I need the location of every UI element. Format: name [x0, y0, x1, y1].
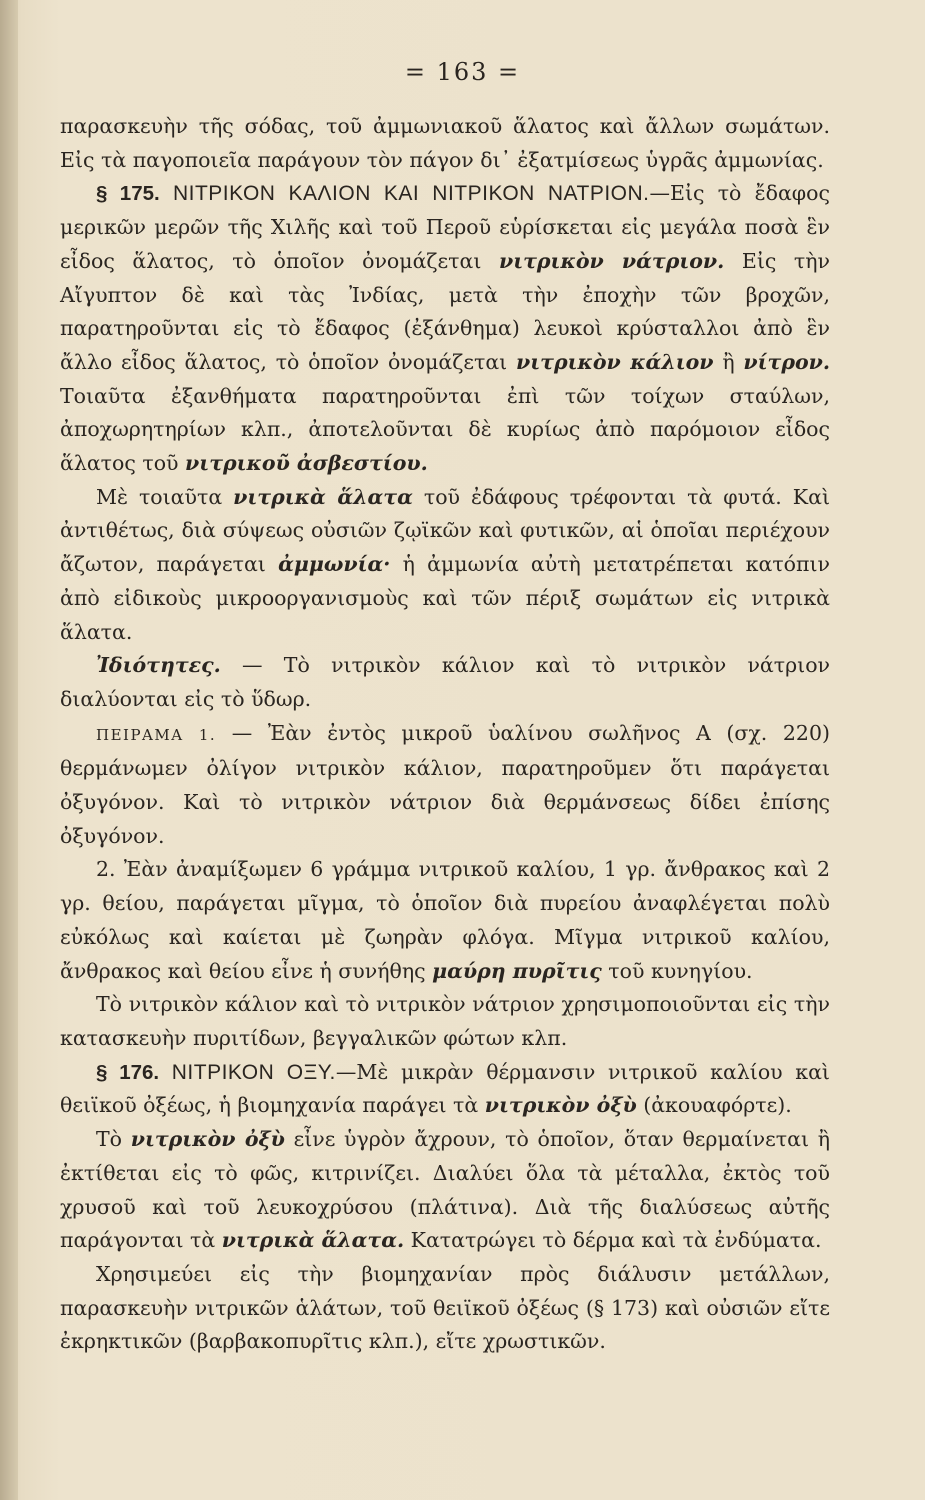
- paragraph: Τὸ νιτρικὸν κάλιον καὶ τὸ νιτρικὸν νάτριον χρησιμοποιοῦνται εἰς τὴν κατασκευὴν πυριτίδων, βεγγαλικῶν φώτων κλπ.: [60, 992, 830, 1050]
- text-run: Τὸ: [96, 1127, 131, 1152]
- section-number: § 176.: [96, 1060, 160, 1084]
- paragraph-continuation: παρασκευὴν τῆς σόδας, τοῦ ἀμμωνιακοῦ ἅλατος καὶ ἄλλων σωμάτων. Εἰς τὰ παγοποιεῖα παράγουν τὸν πάγον δι᾽ ἐξατμίσεως ὑγρᾶς ἀμμωνίας.: [60, 114, 830, 172]
- emphasis: νιτρικὰ ἅλατα: [233, 484, 413, 509]
- text-run: Τοιαῦτα ἐξανθήματα παρατηροῦνται ἐπὶ τῶν τοίχων σταύλων, ἀποχωρητηρίων κλπ., ἀποτελοῦνται δὲ κυρίως ἀπὸ παρόμοιον εἶδος ἅλατος τοῦ: [60, 383, 830, 476]
- text-run: — Ἐὰν ἐντὸς μικροῦ ὑαλίνου σωλῆνος Α (σχ. 220) θερμάνωμεν ὀλίγον νιτρικὸν κάλιον, παρατηροῦμεν ὅτι παράγεται ὀξυγόνον. Καὶ τὸ νιτρικὸν νάτριον διὰ θερμάνσεως δίδει ἐπίσης ὀξυγόνον.: [60, 720, 830, 848]
- text-run: τοῦ κυνηγίου.: [601, 958, 753, 983]
- emphasis: νιτρικὸν ὀξὺ: [130, 1127, 285, 1152]
- section-175: [60, 177, 830, 480]
- emphasis: ἀμμωνία·: [278, 552, 391, 577]
- emphasis: νιτρικοῦ ἀσβεστίου.: [185, 451, 428, 476]
- page-number: = 163 =: [404, 58, 521, 86]
- section-title: ΝΙΤΡΙΚΟΝ ΟΞΥ.: [171, 1060, 336, 1084]
- text-run: τοῦ ἐδάφους τρέφονται τὰ φυτά. Καὶ ἀντιθέτως, διὰ σύψεως οὐσιῶν ζῳϊκῶν καὶ φυτικῶν, αἱ ὁποῖαι περιέχουν ἄζωτον, παράγεται: [60, 484, 830, 577]
- paragraph: Χρησιμεύει εἰς τὴν βιομηχανίαν πρὸς διάλυσιν μετάλλων, παρασκευὴν νιτρικῶν ἁλάτων, τοῦ θειϊκοῦ ὀξέως (§ 173) καὶ οὐσιῶν εἴτε ἐκρηκτικῶν (βαρβακοπυρῖτις κλπ.), εἴτε χρωστικῶν.: [60, 1261, 830, 1354]
- paragraph-properties: [60, 649, 830, 716]
- text-run: — Τὸ νιτρικὸν κάλιον καὶ τὸ νιτρικὸν νάτριον διαλύονται εἰς τὸ ὕδωρ.: [60, 653, 830, 711]
- paragraph: [60, 481, 830, 650]
- emphasis: νιτρικὰ ἅλατα.: [221, 1228, 405, 1253]
- body-text: [60, 110, 830, 1359]
- section-number: § 175.: [96, 182, 160, 206]
- text-run: —Εἰς τὸ ἔδαφος μερικῶν μερῶν τῆς Χιλῆς καὶ τοῦ Περοῦ εὑρίσκεται εἰς μεγάλα ποσὰ ἓν εἶδος ἅλατος, τὸ ὁποῖον ὀνομάζεται: [60, 181, 830, 273]
- experiment-1: [60, 717, 830, 854]
- emphasis: νιτρικὸν ὀξὺ: [484, 1093, 637, 1118]
- text-run: ἢ: [713, 349, 744, 374]
- text-run: Μὲ τοιαῦτα: [96, 484, 234, 509]
- paragraph: [60, 1123, 830, 1258]
- text-run: ἡ ἀμμωνία αὐτὴ μετατρέπεται κατόπιν ἀπὸ εἰδικοὺς μικροοργανισμοὺς καὶ τῶν πέριξ σωμάτων εἰς νιτρικὰ ἅλατα.: [60, 552, 830, 644]
- text-run: εἶνε ὑγρὸν ἄχρουν, τὸ ὁποῖον, ὅταν θερμαίνεται ἢ ἐκτίθεται εἰς τὸ φῶς, κιτρινίζει. Διαλύει ὅλα τὰ μέταλλα, ἐκτὸς τοῦ χρυσοῦ καὶ τοῦ λευκοχρύσου (πλάτινα). Διὰ τῆς διαλύσεως αὐτῆς παράγονται τὰ: [60, 1127, 830, 1253]
- experiment-2: [60, 853, 830, 988]
- section-176: [60, 1056, 830, 1123]
- emphasis: μαύρη πυρῖτις: [432, 958, 602, 983]
- page-binding-edge: [0, 0, 18, 1500]
- experiment-label: ΠΕΙΡΑΜΑ 1.: [96, 725, 217, 744]
- emphasis: νιτρικὸν κάλιον: [516, 349, 714, 374]
- subheading: Ἰδιότητες.: [96, 653, 221, 678]
- section-title: ΝΙΤΡΙΚΟΝ ΚΑΛΙΟΝ ΚΑΙ ΝΙΤΡΙΚΟΝ ΝΑΤΡΙΟΝ.: [172, 182, 650, 206]
- text-run: (ἀκουαφόρτε).: [636, 1093, 792, 1118]
- text-run: Κατατρώγει τὸ δέρμα καὶ τὰ ἐνδύματα.: [404, 1228, 822, 1253]
- text-run: —Μὲ μικρὰν θέρμανσιν νιτρικοῦ καλίου καὶ θειϊκοῦ ὀξέως, ἡ βιομηχανία παράγει τὰ: [60, 1059, 830, 1118]
- text-run: 2. Ἐὰν ἀναμίξωμεν 6 γράμμα νιτρικοῦ καλίου, 1 γρ. ἄνθρακος καὶ 2 γρ. θείου, παράγεται μῖγμα, τὸ ὁποῖον διὰ πυρείου ἀναφλέγεται πολὺ εὐκόλως καὶ καίεται μὲ ζωηρὰν φλόγα. Μῖγμα νιτρικοῦ καλίου, ἄνθρακος καὶ θείου εἶνε ἡ συνήθης: [60, 857, 830, 983]
- emphasis: νίτρον.: [743, 349, 830, 374]
- emphasis: νιτρικὸν νάτριον.: [498, 248, 725, 273]
- text-run: Εἰς τὴν Αἴγυπτον δὲ καὶ τὰς Ἰνδίας, μετὰ τὴν ἐποχὴν τῶν βροχῶν, παρατηροῦνται εἰς τὸ ἔδαφος (ἐξάνθημα) λευκοὶ κρύσταλλοι ἀπὸ ἓν ἄλλο εἶδος ἅλατος, τὸ ὁποῖον ὀνομάζεται: [60, 248, 830, 374]
